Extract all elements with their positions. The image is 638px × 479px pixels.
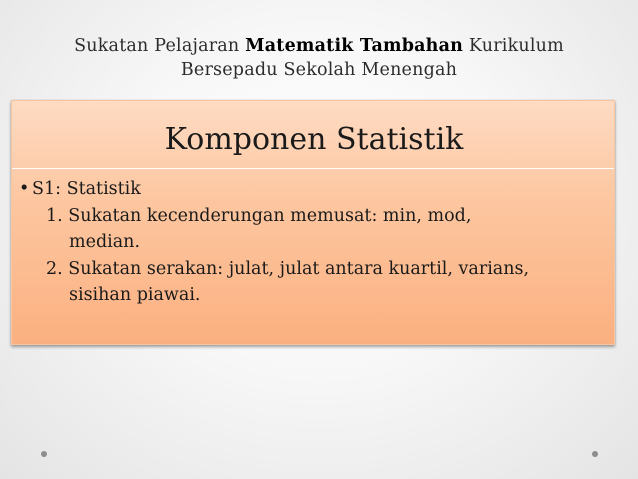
- bullet-text: S1: Statistik: [32, 179, 141, 199]
- card-content: [19, 176, 609, 309]
- content-card: [11, 100, 615, 345]
- bullet-symbol: •: [19, 179, 30, 199]
- header-line-2: Bersepadu Sekolah Menengah: [180, 60, 458, 80]
- header-text-pre: Sukatan Pelajaran: [74, 36, 246, 56]
- slide-corner-dot-right: [592, 451, 598, 457]
- title-divider: [12, 168, 614, 169]
- card-title: Komponen Statistik: [164, 122, 464, 157]
- slide-header: [0, 34, 638, 82]
- list-item-2: 2. Sukatan serakan: julat, julat antara kuartil, varians,: [46, 258, 530, 279]
- list-item-1-continuation: median.: [69, 232, 141, 252]
- header-highlight: Matematik Tambahan: [245, 36, 464, 56]
- list-item-2-continuation: sisihan piawai.: [69, 285, 201, 305]
- header-text-post: Kurikulum: [463, 36, 564, 56]
- bullet-item: [19, 176, 609, 203]
- header-line-1: [0, 34, 638, 58]
- list-item-1: 1. Sukatan kecenderungan memusat: min, mod,: [46, 205, 472, 226]
- slide-corner-dot-left: [41, 451, 47, 457]
